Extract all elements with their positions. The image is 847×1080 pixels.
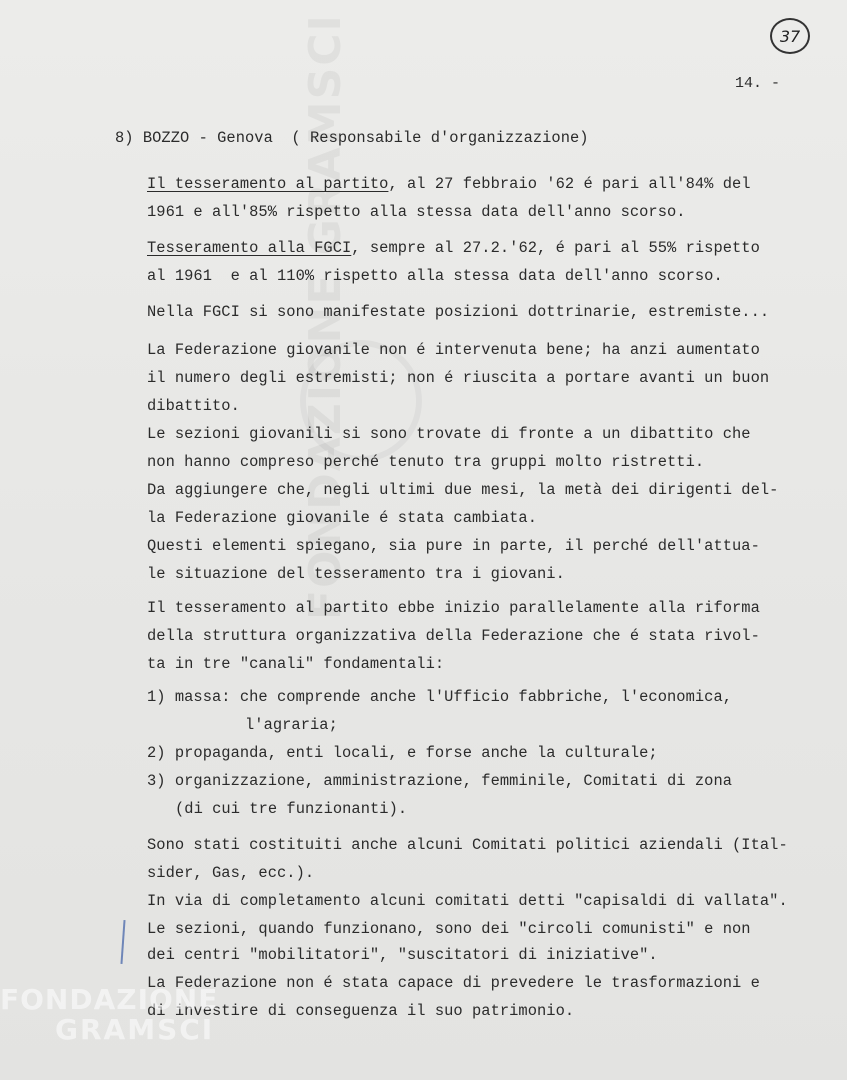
list-item-continuation: (di cui tre funzionanti). [175, 800, 408, 818]
list-item-continuation: l'agraria; [245, 716, 338, 734]
text-line: Da aggiungere che, negli ultimi due mesi, la metà dei dirigenti del- [147, 481, 779, 499]
text-line: la Federazione giovanile é stata cambiata. [147, 509, 538, 527]
watermark-vertical-text: FONDAZIONE GRAMSCI [300, 13, 351, 620]
text-line: Questi elementi spiegano, sia pure in parte, il perché dell'attua- [147, 537, 760, 555]
watermark-logo-line1: FONDAZIONE [0, 983, 219, 1016]
text-line: La Federazione giovanile non é intervenuta bene; ha anzi aumentato [147, 341, 760, 359]
list-item: 1) massa: che comprende anche l'Ufficio fabbriche, l'economica, [147, 688, 733, 706]
text-line [147, 239, 760, 257]
text-line: 1961 e all'85% rispetto alla stessa data dell'anno scorso. [147, 203, 686, 221]
text-line: ta in tre "canali" fondamentali: [147, 655, 445, 673]
text-line: Sono stati costituiti anche alcuni Comitati politici aziendali (Ital- [147, 836, 788, 854]
underlined-phrase: Il tesseramento al partito [147, 175, 389, 193]
foundation-watermark-logo [0, 985, 218, 1045]
text-line: dibattito. [147, 397, 240, 415]
underlined-phrase: Tesseramento alla FGCI [147, 239, 352, 257]
text-line: Nella FGCI si sono manifestate posizioni dottrinarie, estremiste... [147, 303, 770, 321]
text-line: In via di completamento alcuni comitati detti "capisaldi di vallata". [147, 892, 788, 910]
text-line: di investire di conseguenza il suo patrimonio. [147, 1002, 575, 1020]
page-number: 14. - [735, 75, 781, 92]
text-line: della struttura organizzativa della Federazione che é stata rivol- [147, 627, 760, 645]
text-line: le situazione del tesseramento tra i giovani. [147, 565, 565, 583]
text-line [147, 175, 751, 193]
text-line: Le sezioni giovanili si sono trovate di fronte a un dibattito che [147, 425, 751, 443]
margin-pen-mark [120, 920, 125, 964]
text-line: Le sezioni, quando funzionano, sono dei "circoli comunisti" e non [147, 920, 751, 938]
archive-stamp-number: 37 [770, 18, 810, 54]
text-line: dei centri "mobilitatori", "suscitatori di iniziative". [147, 946, 658, 964]
watermark-logo-line2: GRAMSCI [55, 1013, 215, 1046]
section-heading: 8) BOZZO - Genova ( Responsabile d'organizzazione) [115, 129, 589, 147]
text-line: La Federazione non é stata capace di prevedere le trasformazioni e [147, 974, 760, 992]
line-rest: , al 27 febbraio '62 é pari all'84% del [388, 175, 751, 193]
list-item: 2) propaganda, enti locali, e forse anche la culturale; [147, 744, 658, 762]
text-line: al 1961 e al 110% rispetto alla stessa data dell'anno scorso. [147, 267, 723, 285]
text-line: il numero degli estremisti; non é riuscita a portare avanti un buon [147, 369, 770, 387]
text-line: non hanno compreso perché tenuto tra gruppi molto ristretti. [147, 453, 705, 471]
line-rest: , sempre al 27.2.'62, é pari al 55% rispetto [351, 239, 760, 257]
text-line: sider, Gas, ecc.). [147, 864, 315, 882]
text-line: Il tesseramento al partito ebbe inizio parallelamente alla riforma [147, 599, 760, 617]
list-item: 3) organizzazione, amministrazione, femminile, Comitati di zona [147, 772, 733, 790]
